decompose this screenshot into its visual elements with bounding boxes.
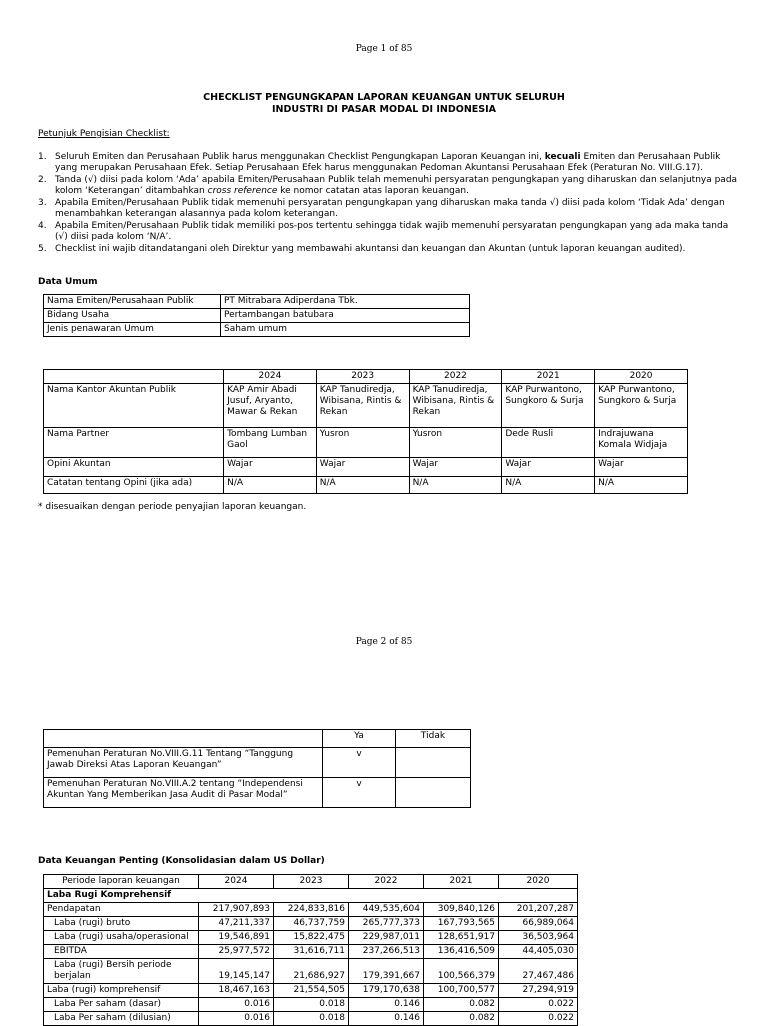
table-row: Laba Per saham (dilusian) 0.016 0.018 0.146 0.082 0.022 bbox=[44, 1012, 578, 1026]
table-row: Jenis penawaran Umum Saham umum bbox=[44, 323, 470, 337]
table-row: Laba (rugi) usaha/operasional 19,546,891 15,822,475 229,987,011 128,651,917 36,503,964 bbox=[44, 931, 578, 945]
compliance-table bbox=[43, 729, 471, 808]
table-row: 2024 2023 2022 2021 2020 bbox=[44, 370, 688, 384]
page-number-2: Page 2 of 85 bbox=[355, 637, 413, 647]
instruction-item: 5. Checklist ini wajib ditandatangani oleh Direktur yang membawahi akuntansi dan keuangan dan Akuntan (untuk laporan keuangan audited). bbox=[38, 244, 686, 254]
table-row: EBITDA 25,977,572 31,616,711 237,266,513 136,416,509 44,405,030 bbox=[44, 945, 578, 959]
table-row: Ya Tidak bbox=[44, 730, 471, 748]
table-row: Pendapatan 217,907,893 224,833,816 449,535,604 309,840,126 201,207,287 bbox=[44, 903, 578, 917]
table-row: Bidang Usaha Pertambangan batubara bbox=[44, 309, 470, 323]
table-row: Laba (rugi) Bersih periode berjalan 19,145,147 21,686,927 179,391,667 100,566,379 27,467,486 bbox=[44, 959, 578, 984]
general-data-table bbox=[43, 294, 470, 337]
instruction-item: 4. Apabila Emiten/Perusahaan Publik tidak memiliki pos-pos tertentu sehingga tidak wajib memenuhi persyaratan pengungkapan yang ada maka tanda (√) diisi pada kolom ‘N/A’. bbox=[38, 221, 729, 242]
page-number-1: Page 1 of 85 bbox=[355, 44, 413, 54]
instructions-heading: Petunjuk Pengisian Checklist: bbox=[38, 129, 170, 139]
financial-heading: Data Keuangan Penting (Konsolidasian dalam US Dollar) bbox=[38, 856, 325, 866]
table-row: Laba Per saham (dasar) 0.016 0.018 0.146 0.082 0.022 bbox=[44, 998, 578, 1012]
table-row: Pemenuhan Peraturan No.VIII.G.11 Tentang “Tanggung Jawab Direksi Atas Laporan Keuangan” v bbox=[44, 748, 471, 778]
table-row: Nama Emiten/Perusahaan Publik PT Mitrabara Adiperdana Tbk. bbox=[44, 295, 470, 309]
instruction-item: 3. Apabila Emiten/Perusahaan Publik tidak memenuhi persyaratan pengungkapan yang diharuskan maka tanda √) diisi pada kolom ‘Tidak Ada’ dengan menambahkan keterangan alasannya pada kolom keterangan. bbox=[38, 198, 725, 219]
table-row: Periode laporan keuangan 2024 2023 2022 2021 2020 bbox=[44, 875, 578, 889]
auditor-table bbox=[43, 369, 688, 494]
table-row: Catatan tentang Opini (jika ada) N/A N/A N/A N/A N/A bbox=[44, 477, 688, 494]
table-row: Nama Partner Tombang Lumban Gaol Yusron Yusron Dede Rusli Indrajuwana Komala Widjaja bbox=[44, 428, 688, 458]
table-row: Nama Kantor Akuntan Publik KAP Amir Abadi Jusuf, Aryanto, Mawar & Rekan KAP Tanudiredja, Wibisana, Rintis & Rekan KAP Tanudiredja, Wibisana, Rintis & Rekan KAP Purwantono, Sungkoro & Surja KAP Purwantono, Sungkoro & Surja bbox=[44, 384, 688, 428]
title-line-1: CHECKLIST PENGUNGKAPAN LAPORAN KEUANGAN UNTUK SELURUH bbox=[203, 92, 565, 103]
data-umum-heading: Data Umum bbox=[38, 277, 98, 287]
instruction-item: 1. Seluruh Emiten dan Perusahaan Publik harus menggunakan Checklist Pengungkapan Laporan Keuangan ini, kecuali Emiten dan Perusahaan Publik yang merupakan Perusahaan Efek. Setiap Perusahaan Efek harus menggunakan Pedoman Akuntansi Perusahaan Efek (Peraturan No. VIII.G.17). bbox=[38, 152, 721, 173]
title-line-2: INDUSTRI DI PASAR MODAL DI INDONESIA bbox=[271, 104, 497, 115]
instructions-list bbox=[38, 152, 738, 256]
table-row: Laba Rugi Komprehensif bbox=[44, 889, 578, 903]
footnote: * disesuaikan dengan periode penyajian laporan keuangan. bbox=[38, 502, 307, 512]
instruction-item: 2. Tanda (√) diisi pada kolom ‘Ada’ apabila Emiten/Perusahaan Publik telah memenuhi persyaratan pengungkapan yang diharuskan dan selanjutnya pada kolom ‘Keterangan’ ditambahkan cross reference ke nomor catatan atas laporan keuangan. bbox=[38, 175, 738, 196]
table-row: Laba (rugi) komprehensif 18,467,163 21,554,505 179,170,638 100,700,577 27,294,919 bbox=[44, 984, 578, 998]
table-row: Opini Akuntan Wajar Wajar Wajar Wajar Wajar bbox=[44, 458, 688, 477]
table-row: Laba (rugi) bruto 47,211,337 46,737,759 265,777,373 167,793,565 66,989,064 bbox=[44, 917, 578, 931]
table-row: Pemenuhan Peraturan No.VIII.A.2 tentang “Independensi Akuntan Yang Memberikan Jasa Audit di Pasar Modal” v bbox=[44, 778, 471, 808]
document-title bbox=[0, 92, 768, 116]
financial-table bbox=[43, 874, 578, 1026]
